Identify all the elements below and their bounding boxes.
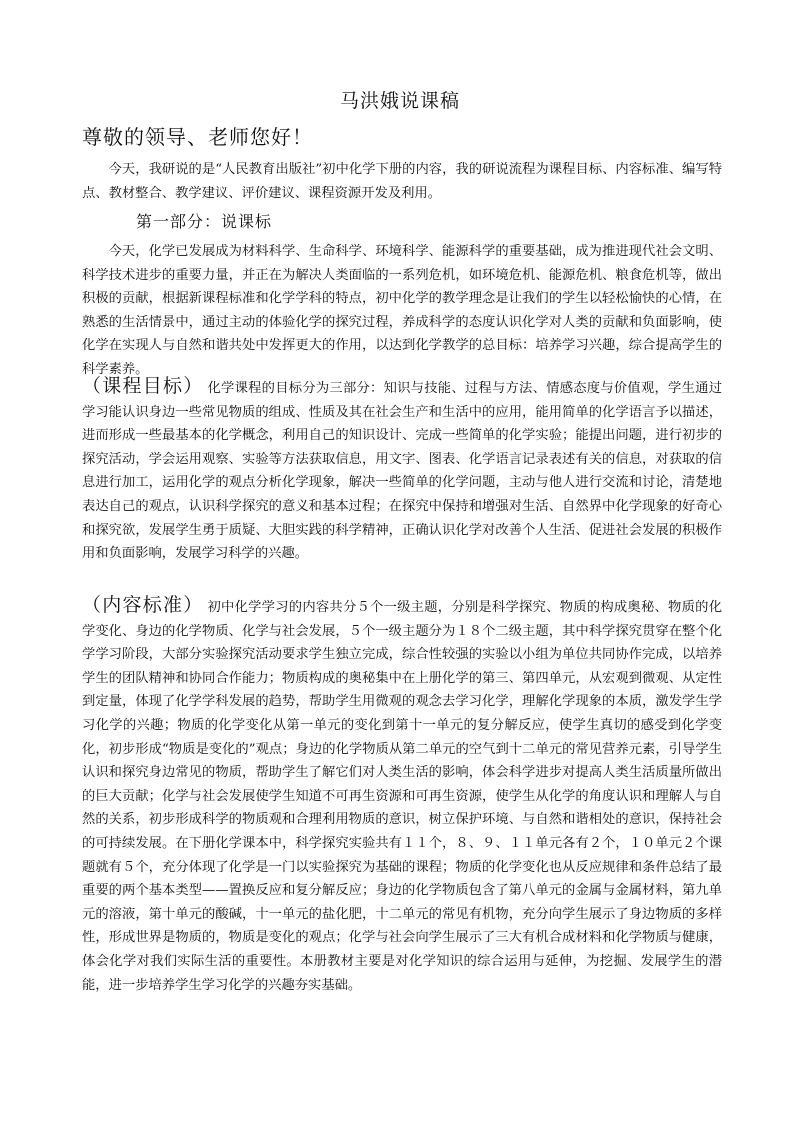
course-goals-heading: （课程目标）: [82, 375, 204, 397]
document-title: 马洪娥说课稿: [339, 90, 460, 112]
greeting: 尊敬的领导、老师您好！: [82, 125, 313, 149]
intro-paragraph: 今天，我研说的是“人民教育出版社”初中化学下册的内容，我的研说流程为课程目标、内容标准、编写特点、教材整合、教学建议、评价建议、课程资源开发及利用。: [82, 162, 722, 201]
part1-paragraph: 今天，化学已发展成为材料科学、生命科学、环境科学、能源科学的重要基础，成为推进现代社会文明、科学技术进步的重要力量，并正在为解决人类面临的一系列危机，如环境危机、能源危机、粮食危机等，做出积极的贡献，根据新课程标准和化学学科的特点，初中化学的教学理念是让我们的学生以轻松愉快的心情，在熟悉的生活情景中，通过主动的体验化学的探究过程，养成科学的态度认识化学对人类的贡献和负面影响，使化学在实现人与自然和谐共处中发挥更大的作用，以达到化学教学的总目标：培养学习兴趣，综合提高学生的科学素养。: [82, 244, 722, 377]
content-standards-block: [82, 594, 722, 997]
content-standards-heading: （内容标准）: [82, 594, 204, 616]
part1-heading: 第一部分：说课标: [136, 212, 273, 231]
content-standards-text: 初中化学学习的内容共分５个一级主题，分别是科学探究、物质的构成奥秘、物质的化学变化、身边的化学物质、化学与社会发展，５个一级主题分为１８个二级主题，其中科学探究贯穿在整个化学学习阶段，大部分实验探究活动要求学生独立完成，综合性较强的实验以小组为单位共同协作完成，以培养学生的团队精神和协同合作能力；物质构成的奥秘集中在上册化学的第三、第四单元，从宏观到微观、从定性到定量，体现了化学学科发展的趋势，帮助学生用微观的观念去学习化学，理解化学现象的本质，激发学生学习化学的兴趣；物质的化学变化从第一单元的变化到第十一单元的复分解反应，使学生真切的感受到化学变化，初步形成“物质是变化的”观点；身边的化学物质从第二单元的空气到十二单元的常见营养元素，引导学生认识和探究身边常见的物质，帮助学生了解它们对人类生活的影响，体会科学进步对提高人类生活质量所做出的巨大贡献；化学与社会发展使学生知道不可再生资源和可再生资源，使学生从化学的角度认识和理解人与自然的关系，初步形成科学的物质观和合理利用物质的意识，树立保护环境、与自然和谐相处的意识，保持社会的可持续发展。在下册化学课本中，科学探究实验共有１１个，８、９、１１单元各有２个，１０单元２个课题就有５个，充分体现了化学是一门以实验探究为基础的课程；物质的化学变化也从反应规律和条件总结了最重要的两个基本类型——置换反应和复分解反应；身边的化学物质包含了第八单元的金属与金属材料，第九单元的溶液，第十单元的酸碱，十一单元的盐化肥，十二单元的常见有机物，充分向学生展示了身边物质的多样性，形成世界是物质的，物质是变化的观点；化学与社会向学生展示了三大有机合成材料和化学物质与健康，体会化学对我们实际生活的重要性。本册教材主要是对化学知识的综合运用与延伸，为挖掘、发展学生的潜能，进一步培养学生学习化学的兴趣夯实基础。: [82, 600, 722, 993]
course-goals-block: [82, 375, 722, 566]
course-goals-text: 化学课程的目标分为三部分：知识与技能、过程与方法、情感态度与价值观，学生通过学习能认识身边一些常见物质的组成、性质及其在社会生产和生活中的应用，能用简单的化学语言予以描述，进而形成一些最基本的化学概念，利用自己的知识设计、完成一些简单的化学实验；能提出问题，进行初步的探究活动，学会运用观察、实验等方法获取信息，用文字、图表、化学语言记录表述有关的信息，对获取的信息进行加工，运用化学的观点分析化学现象，解决一些简单的化学问题，主动与他人进行交流和讨论，清楚地表达自己的观点，认识科学探究的意义和基本过程；在探究中保持和增强对生活、自然界中化学现象的好奇心和探究欲，发展学生勇于质疑、大胆实践的科学精神，正确认识化学对改善个人生活、促进社会发展的积极作用和负面影响，发展学习科学的兴趣。: [82, 381, 722, 562]
